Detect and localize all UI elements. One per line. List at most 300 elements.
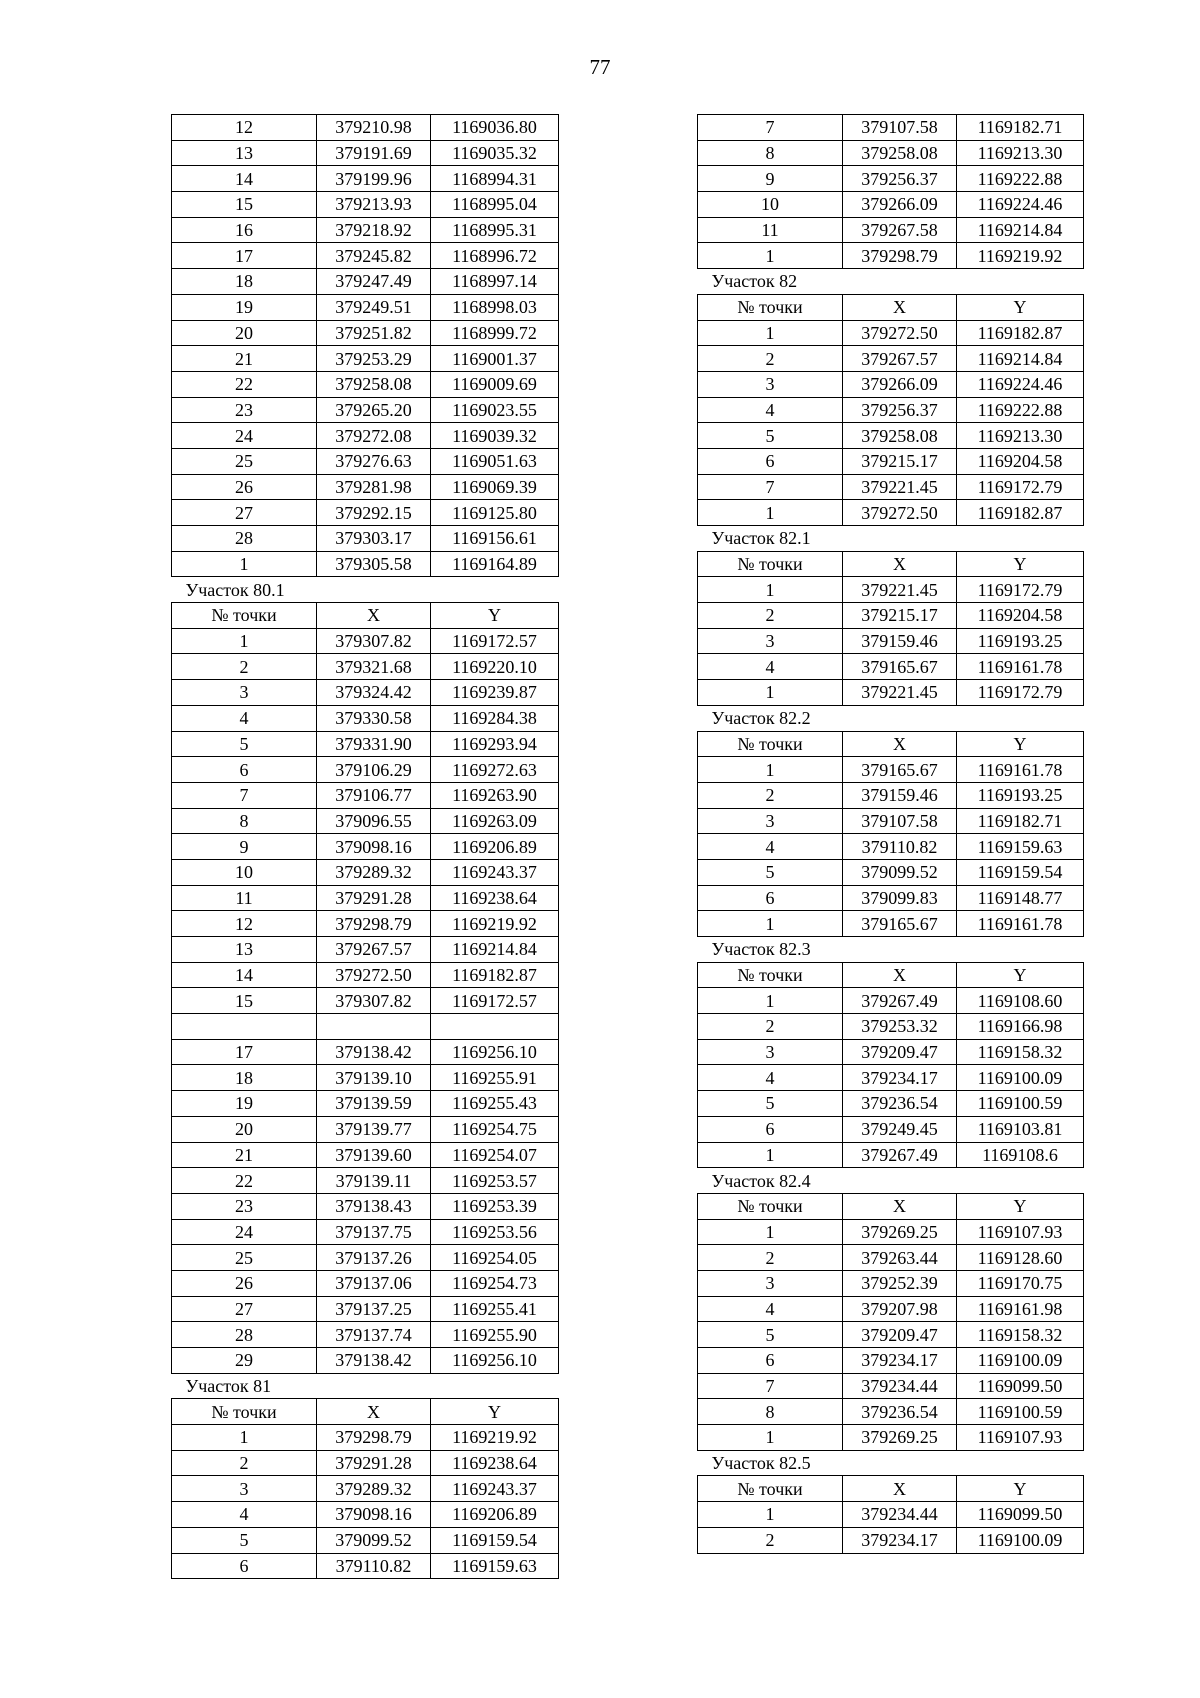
y-coordinate-cell: 1169100.09 — [957, 1348, 1084, 1374]
x-coordinate-cell: 379324.42 — [317, 680, 431, 706]
point-number-cell: 7 — [698, 474, 843, 500]
x-coordinate-cell: 379298.79 — [317, 1425, 431, 1451]
table-row — [698, 885, 1084, 911]
page-number: 77 — [589, 55, 611, 79]
section-title: Участок 82.5 — [711, 1453, 811, 1474]
y-coordinate-cell: 1169172.57 — [431, 628, 559, 654]
y-coordinate-cell: 1168997.14 — [431, 269, 559, 295]
x-coordinate-cell: 379331.90 — [317, 731, 431, 757]
table-row — [172, 1348, 559, 1374]
y-coordinate-cell: 1169206.89 — [431, 1502, 559, 1528]
section-title-row — [172, 577, 559, 603]
coordinates-table-right — [697, 114, 1084, 1554]
table-row — [172, 1116, 559, 1142]
section-title: Участок 82 — [711, 271, 798, 292]
y-coordinate-cell: 1169219.92 — [431, 911, 559, 937]
table-row — [172, 1142, 559, 1168]
section-title-row — [698, 1168, 1084, 1194]
x-coordinate-cell: 379098.16 — [317, 1502, 431, 1528]
x-coordinate-cell: 379099.52 — [843, 859, 957, 885]
x-coordinate-cell: 379272.50 — [317, 962, 431, 988]
point-number-cell: 22 — [172, 371, 317, 397]
x-coordinate-cell: 379289.32 — [317, 859, 431, 885]
table-row — [698, 782, 1084, 808]
point-number-cell: 22 — [172, 1168, 317, 1194]
point-number-cell: 1 — [698, 911, 843, 937]
table-row — [698, 1245, 1084, 1271]
point-number-cell: 27 — [172, 500, 317, 526]
table-row — [698, 217, 1084, 243]
point-number-cell: 2 — [172, 1450, 317, 1476]
table-row — [172, 1502, 559, 1528]
x-coordinate-cell: 379139.59 — [317, 1091, 431, 1117]
table-row — [172, 1014, 559, 1040]
y-coordinate-cell: 1169023.55 — [431, 397, 559, 423]
point-number-cell: 11 — [172, 885, 317, 911]
table-row — [698, 1322, 1084, 1348]
y-coordinate-cell: 1169238.64 — [431, 1450, 559, 1476]
point-number-cell: 19 — [172, 1091, 317, 1117]
point-number-cell: 6 — [172, 757, 317, 783]
y-coordinate-cell: 1169148.77 — [957, 885, 1084, 911]
x-coordinate-cell: 379266.09 — [843, 192, 957, 218]
point-number-cell: 1 — [698, 988, 843, 1014]
y-coordinate-cell: 1169182.71 — [957, 808, 1084, 834]
y-coordinate-cell: 1168995.31 — [431, 217, 559, 243]
point-number-cell: 2 — [698, 1527, 843, 1553]
table-row — [698, 654, 1084, 680]
table-row — [172, 140, 559, 166]
point-number-cell: 1 — [172, 551, 317, 577]
point-number-cell: 28 — [172, 1322, 317, 1348]
y-coordinate-cell: 1169219.92 — [431, 1425, 559, 1451]
point-number-cell: 10 — [172, 859, 317, 885]
y-coordinate-cell: 1169036.80 — [431, 115, 559, 141]
table-row — [172, 474, 559, 500]
column-header-y: Y — [957, 551, 1084, 577]
point-number-cell: 5 — [698, 859, 843, 885]
y-coordinate-cell: 1169213.30 — [957, 423, 1084, 449]
table-row — [172, 705, 559, 731]
point-number-cell: 12 — [172, 911, 317, 937]
y-coordinate-cell: 1169069.39 — [431, 474, 559, 500]
column-header-row — [698, 294, 1084, 320]
x-coordinate-cell: 379234.17 — [843, 1527, 957, 1553]
table-row — [698, 320, 1084, 346]
y-coordinate-cell: 1169253.56 — [431, 1219, 559, 1245]
point-number-cell: 1 — [172, 1425, 317, 1451]
x-coordinate-cell: 379307.82 — [317, 628, 431, 654]
y-coordinate-cell: 1169293.94 — [431, 731, 559, 757]
point-number-cell: 2 — [698, 346, 843, 372]
table-row — [698, 808, 1084, 834]
table-row — [172, 1527, 559, 1553]
y-coordinate-cell: 1169256.10 — [431, 1348, 559, 1374]
table-row — [172, 1065, 559, 1091]
column-header-row — [172, 603, 559, 629]
x-coordinate-cell: 379213.93 — [317, 192, 431, 218]
table-row — [172, 757, 559, 783]
point-number-cell: 27 — [172, 1296, 317, 1322]
point-number-cell: 25 — [172, 1245, 317, 1271]
table-row — [172, 1450, 559, 1476]
y-coordinate-cell: 1169103.81 — [957, 1116, 1084, 1142]
point-number-cell: 4 — [172, 1502, 317, 1528]
point-number-cell: 3 — [698, 628, 843, 654]
y-coordinate-cell: 1169035.32 — [431, 140, 559, 166]
table-row — [172, 628, 559, 654]
section-title: Участок 80.1 — [185, 579, 285, 600]
y-coordinate-cell: 1169193.25 — [957, 628, 1084, 654]
column-header-point-number: № точки — [698, 1476, 843, 1502]
x-coordinate-cell: 379298.79 — [317, 911, 431, 937]
y-coordinate-cell: 1169161.98 — [957, 1296, 1084, 1322]
x-coordinate-cell: 379269.25 — [843, 1219, 957, 1245]
x-coordinate-cell: 379253.32 — [843, 1014, 957, 1040]
point-number-cell: 5 — [698, 423, 843, 449]
y-coordinate-cell: 1169161.78 — [957, 654, 1084, 680]
point-number-cell: 3 — [172, 1476, 317, 1502]
point-number-cell: 7 — [698, 1373, 843, 1399]
y-coordinate-cell: 1169284.38 — [431, 705, 559, 731]
point-number-cell: 9 — [698, 166, 843, 192]
point-number-cell: 20 — [172, 1116, 317, 1142]
column-header-y: Y — [957, 731, 1084, 757]
table-row — [172, 1039, 559, 1065]
table-row — [698, 1091, 1084, 1117]
y-coordinate-cell: 1169170.75 — [957, 1270, 1084, 1296]
section-spacer — [843, 1450, 1084, 1476]
section-title-row — [698, 937, 1084, 963]
x-coordinate-cell: 379291.28 — [317, 885, 431, 911]
y-coordinate-cell: 1169182.71 — [957, 115, 1084, 141]
table-row — [698, 988, 1084, 1014]
point-number-cell: 16 — [172, 217, 317, 243]
x-coordinate-cell: 379138.42 — [317, 1039, 431, 1065]
x-coordinate-cell: 379137.26 — [317, 1245, 431, 1271]
table-row — [698, 397, 1084, 423]
column-header-point-number: № точки — [698, 731, 843, 757]
point-number-cell: 1 — [698, 1142, 843, 1168]
x-coordinate-cell: 379234.44 — [843, 1373, 957, 1399]
table-row — [172, 192, 559, 218]
table-row — [172, 320, 559, 346]
table-row — [172, 808, 559, 834]
y-coordinate-cell: 1169206.89 — [431, 834, 559, 860]
column-header-x: X — [843, 1476, 957, 1502]
x-coordinate-cell: 379263.44 — [843, 1245, 957, 1271]
table-row — [698, 628, 1084, 654]
column-header-x: X — [317, 603, 431, 629]
y-coordinate-cell: 1169172.79 — [957, 680, 1084, 706]
x-coordinate-cell: 379267.58 — [843, 217, 957, 243]
table-row — [172, 448, 559, 474]
y-coordinate-cell: 1169159.54 — [431, 1527, 559, 1553]
y-coordinate-cell: 1169159.63 — [957, 834, 1084, 860]
point-number-cell: 1 — [698, 1219, 843, 1245]
section-title-row — [172, 1373, 559, 1399]
point-number-cell: 21 — [172, 346, 317, 372]
x-coordinate-cell: 379191.69 — [317, 140, 431, 166]
point-number-cell: 20 — [172, 320, 317, 346]
x-coordinate-cell: 379267.57 — [843, 346, 957, 372]
table-row — [698, 115, 1084, 141]
y-coordinate-cell: 1169219.92 — [957, 243, 1084, 269]
y-coordinate-cell: 1169166.98 — [957, 1014, 1084, 1040]
point-number-cell: 21 — [172, 1142, 317, 1168]
x-coordinate-cell: 379249.51 — [317, 294, 431, 320]
section-title-row — [698, 1450, 1084, 1476]
point-number-cell: 1 — [698, 1502, 843, 1528]
section-title: Участок 82.3 — [711, 939, 811, 960]
x-coordinate-cell: 379165.67 — [843, 654, 957, 680]
point-number-cell: 24 — [172, 423, 317, 449]
x-coordinate-cell: 379266.09 — [843, 371, 957, 397]
point-number-cell: 17 — [172, 243, 317, 269]
table-row — [172, 1296, 559, 1322]
x-coordinate-cell: 379137.25 — [317, 1296, 431, 1322]
point-number-cell: 15 — [172, 988, 317, 1014]
point-number-cell: 2 — [698, 603, 843, 629]
x-coordinate-cell: 379265.20 — [317, 397, 431, 423]
point-number-cell: 4 — [698, 1296, 843, 1322]
table-row — [172, 423, 559, 449]
column-header-row — [698, 1193, 1084, 1219]
y-coordinate-cell: 1169224.46 — [957, 371, 1084, 397]
x-coordinate-cell: 379215.17 — [843, 603, 957, 629]
column-header-y: Y — [957, 294, 1084, 320]
y-coordinate-cell: 1169272.63 — [431, 757, 559, 783]
table-row — [172, 397, 559, 423]
x-coordinate-cell: 379159.46 — [843, 782, 957, 808]
point-number-cell: 3 — [698, 808, 843, 834]
x-coordinate-cell: 379269.25 — [843, 1425, 957, 1451]
y-coordinate-cell: 1169255.91 — [431, 1065, 559, 1091]
y-coordinate-cell: 1169128.60 — [957, 1245, 1084, 1271]
table-row — [698, 911, 1084, 937]
column-header-point-number: № точки — [698, 1193, 843, 1219]
x-coordinate-cell: 379139.77 — [317, 1116, 431, 1142]
point-number-cell: 4 — [172, 705, 317, 731]
y-coordinate-cell: 1169172.79 — [957, 577, 1084, 603]
table-row — [698, 1270, 1084, 1296]
table-row — [698, 680, 1084, 706]
point-number-cell: 1 — [698, 1425, 843, 1451]
x-coordinate-cell: 379107.58 — [843, 808, 957, 834]
table-row — [172, 885, 559, 911]
y-coordinate-cell: 1168994.31 — [431, 166, 559, 192]
column-header-x: X — [843, 1193, 957, 1219]
x-coordinate-cell: 379218.92 — [317, 217, 431, 243]
table-row — [172, 551, 559, 577]
y-coordinate-cell: 1169254.07 — [431, 1142, 559, 1168]
x-coordinate-cell: 379234.17 — [843, 1065, 957, 1091]
table-row — [698, 192, 1084, 218]
table-row — [172, 1322, 559, 1348]
y-coordinate-cell: 1169172.57 — [431, 988, 559, 1014]
y-coordinate-cell: 1169254.73 — [431, 1270, 559, 1296]
y-coordinate-cell: 1169125.80 — [431, 500, 559, 526]
table-row — [172, 1219, 559, 1245]
table-row — [698, 500, 1084, 526]
point-number-cell: 13 — [172, 140, 317, 166]
y-coordinate-cell: 1169254.05 — [431, 1245, 559, 1271]
column-header-row — [698, 731, 1084, 757]
table-row — [172, 834, 559, 860]
x-coordinate-cell: 379249.45 — [843, 1116, 957, 1142]
x-coordinate-cell: 379289.32 — [317, 1476, 431, 1502]
table-row — [698, 859, 1084, 885]
y-coordinate-cell: 1169204.58 — [957, 448, 1084, 474]
table-row — [698, 1502, 1084, 1528]
table-row — [698, 834, 1084, 860]
y-coordinate-cell: 1169213.30 — [957, 140, 1084, 166]
y-coordinate-cell: 1169172.79 — [957, 474, 1084, 500]
y-coordinate-cell: 1169214.84 — [957, 217, 1084, 243]
y-coordinate-cell: 1169222.88 — [957, 166, 1084, 192]
y-coordinate-cell: 1169161.78 — [957, 911, 1084, 937]
table-row — [698, 1065, 1084, 1091]
point-number-cell: 1 — [172, 628, 317, 654]
table-row — [172, 166, 559, 192]
x-coordinate-cell: 379247.49 — [317, 269, 431, 295]
table-row — [698, 1142, 1084, 1168]
y-coordinate-cell: 1169255.90 — [431, 1322, 559, 1348]
point-number-cell: 3 — [698, 371, 843, 397]
table-row — [698, 140, 1084, 166]
table-row — [698, 1399, 1084, 1425]
point-number-cell: 2 — [698, 1014, 843, 1040]
column-header-point-number: № точки — [172, 1399, 317, 1425]
y-coordinate-cell: 1169099.50 — [957, 1502, 1084, 1528]
table-row — [172, 217, 559, 243]
point-number-cell: 12 — [172, 115, 317, 141]
y-coordinate-cell: 1169100.09 — [957, 1527, 1084, 1553]
x-coordinate-cell: 379258.08 — [317, 371, 431, 397]
point-number-cell: 18 — [172, 269, 317, 295]
x-coordinate-cell: 379245.82 — [317, 243, 431, 269]
x-coordinate-cell: 379138.42 — [317, 1348, 431, 1374]
y-coordinate-cell: 1169182.87 — [957, 320, 1084, 346]
x-coordinate-cell: 379165.67 — [843, 911, 957, 937]
x-coordinate-cell: 379209.47 — [843, 1039, 957, 1065]
x-coordinate-cell: 379272.50 — [843, 320, 957, 346]
point-number-cell: 8 — [172, 808, 317, 834]
point-number-cell: 2 — [698, 1245, 843, 1271]
y-coordinate-cell: 1169254.75 — [431, 1116, 559, 1142]
y-coordinate-cell: 1169243.37 — [431, 1476, 559, 1502]
y-coordinate-cell: 1169263.09 — [431, 808, 559, 834]
point-number-cell: 17 — [172, 1039, 317, 1065]
point-number-cell: 2 — [698, 782, 843, 808]
point-number-cell: 6 — [172, 1553, 317, 1579]
y-coordinate-cell: 1169253.57 — [431, 1168, 559, 1194]
x-coordinate-cell: 379256.37 — [843, 166, 957, 192]
x-coordinate-cell: 379236.54 — [843, 1399, 957, 1425]
column-header-x: X — [843, 294, 957, 320]
point-number-cell: 24 — [172, 1219, 317, 1245]
table-row — [698, 1348, 1084, 1374]
point-number-cell: 14 — [172, 166, 317, 192]
x-coordinate-cell: 379234.44 — [843, 1502, 957, 1528]
point-number-cell: 9 — [172, 834, 317, 860]
y-coordinate-cell: 1169039.32 — [431, 423, 559, 449]
table-row — [172, 680, 559, 706]
point-number-cell: 3 — [172, 680, 317, 706]
x-coordinate-cell: 379258.08 — [843, 140, 957, 166]
point-number-cell: 3 — [698, 1039, 843, 1065]
x-coordinate-cell: 379110.82 — [317, 1553, 431, 1579]
section-spacer — [843, 937, 1084, 963]
table-row — [172, 1425, 559, 1451]
table-row — [172, 1091, 559, 1117]
x-coordinate-cell: 379106.77 — [317, 782, 431, 808]
table-row — [172, 294, 559, 320]
y-coordinate-cell: 1169164.89 — [431, 551, 559, 577]
x-coordinate-cell: 379276.63 — [317, 448, 431, 474]
table-row — [698, 603, 1084, 629]
y-coordinate-cell: 1169108.60 — [957, 988, 1084, 1014]
table-row — [172, 654, 559, 680]
x-coordinate-cell: 379139.60 — [317, 1142, 431, 1168]
table-row — [172, 1270, 559, 1296]
table-row — [172, 731, 559, 757]
table-row — [172, 962, 559, 988]
y-coordinate-cell: 1169159.63 — [431, 1553, 559, 1579]
y-coordinate-cell: 1169238.64 — [431, 885, 559, 911]
table-row — [698, 1116, 1084, 1142]
section-spacer — [317, 577, 559, 603]
y-coordinate-cell: 1169009.69 — [431, 371, 559, 397]
y-coordinate-cell: 1169220.10 — [431, 654, 559, 680]
y-coordinate-cell: 1169204.58 — [957, 603, 1084, 629]
point-number-cell: 2 — [172, 654, 317, 680]
table-row — [698, 448, 1084, 474]
y-coordinate-cell: 1169182.87 — [957, 500, 1084, 526]
point-number-cell: 25 — [172, 448, 317, 474]
y-coordinate-cell: 1168998.03 — [431, 294, 559, 320]
y-coordinate-cell: 1168996.72 — [431, 243, 559, 269]
point-number-cell: 15 — [172, 192, 317, 218]
point-number-cell: 6 — [698, 448, 843, 474]
y-coordinate-cell: 1169156.61 — [431, 526, 559, 552]
y-coordinate-cell: 1169239.87 — [431, 680, 559, 706]
table-row — [172, 1553, 559, 1579]
point-number-cell: 29 — [172, 1348, 317, 1374]
x-coordinate-cell: 379234.17 — [843, 1348, 957, 1374]
column-header-point-number: № точки — [698, 294, 843, 320]
column-header-x: X — [843, 731, 957, 757]
point-number-cell: 26 — [172, 1270, 317, 1296]
point-number-cell: 5 — [698, 1322, 843, 1348]
y-coordinate-cell: 1169214.84 — [957, 346, 1084, 372]
table-row — [172, 1168, 559, 1194]
x-coordinate-cell: 379221.45 — [843, 577, 957, 603]
point-number-cell: 23 — [172, 1193, 317, 1219]
table-row — [172, 1245, 559, 1271]
table-row — [172, 346, 559, 372]
point-number-cell: 1 — [698, 680, 843, 706]
table-row — [172, 1193, 559, 1219]
table-row — [698, 423, 1084, 449]
y-coordinate-cell: 1169224.46 — [957, 192, 1084, 218]
y-coordinate-cell: 1169100.59 — [957, 1091, 1084, 1117]
y-coordinate-cell: 1169182.87 — [431, 962, 559, 988]
point-number-cell: 4 — [698, 397, 843, 423]
column-header-x: X — [317, 1399, 431, 1425]
y-coordinate-cell: 1169158.32 — [957, 1039, 1084, 1065]
table-row — [172, 371, 559, 397]
